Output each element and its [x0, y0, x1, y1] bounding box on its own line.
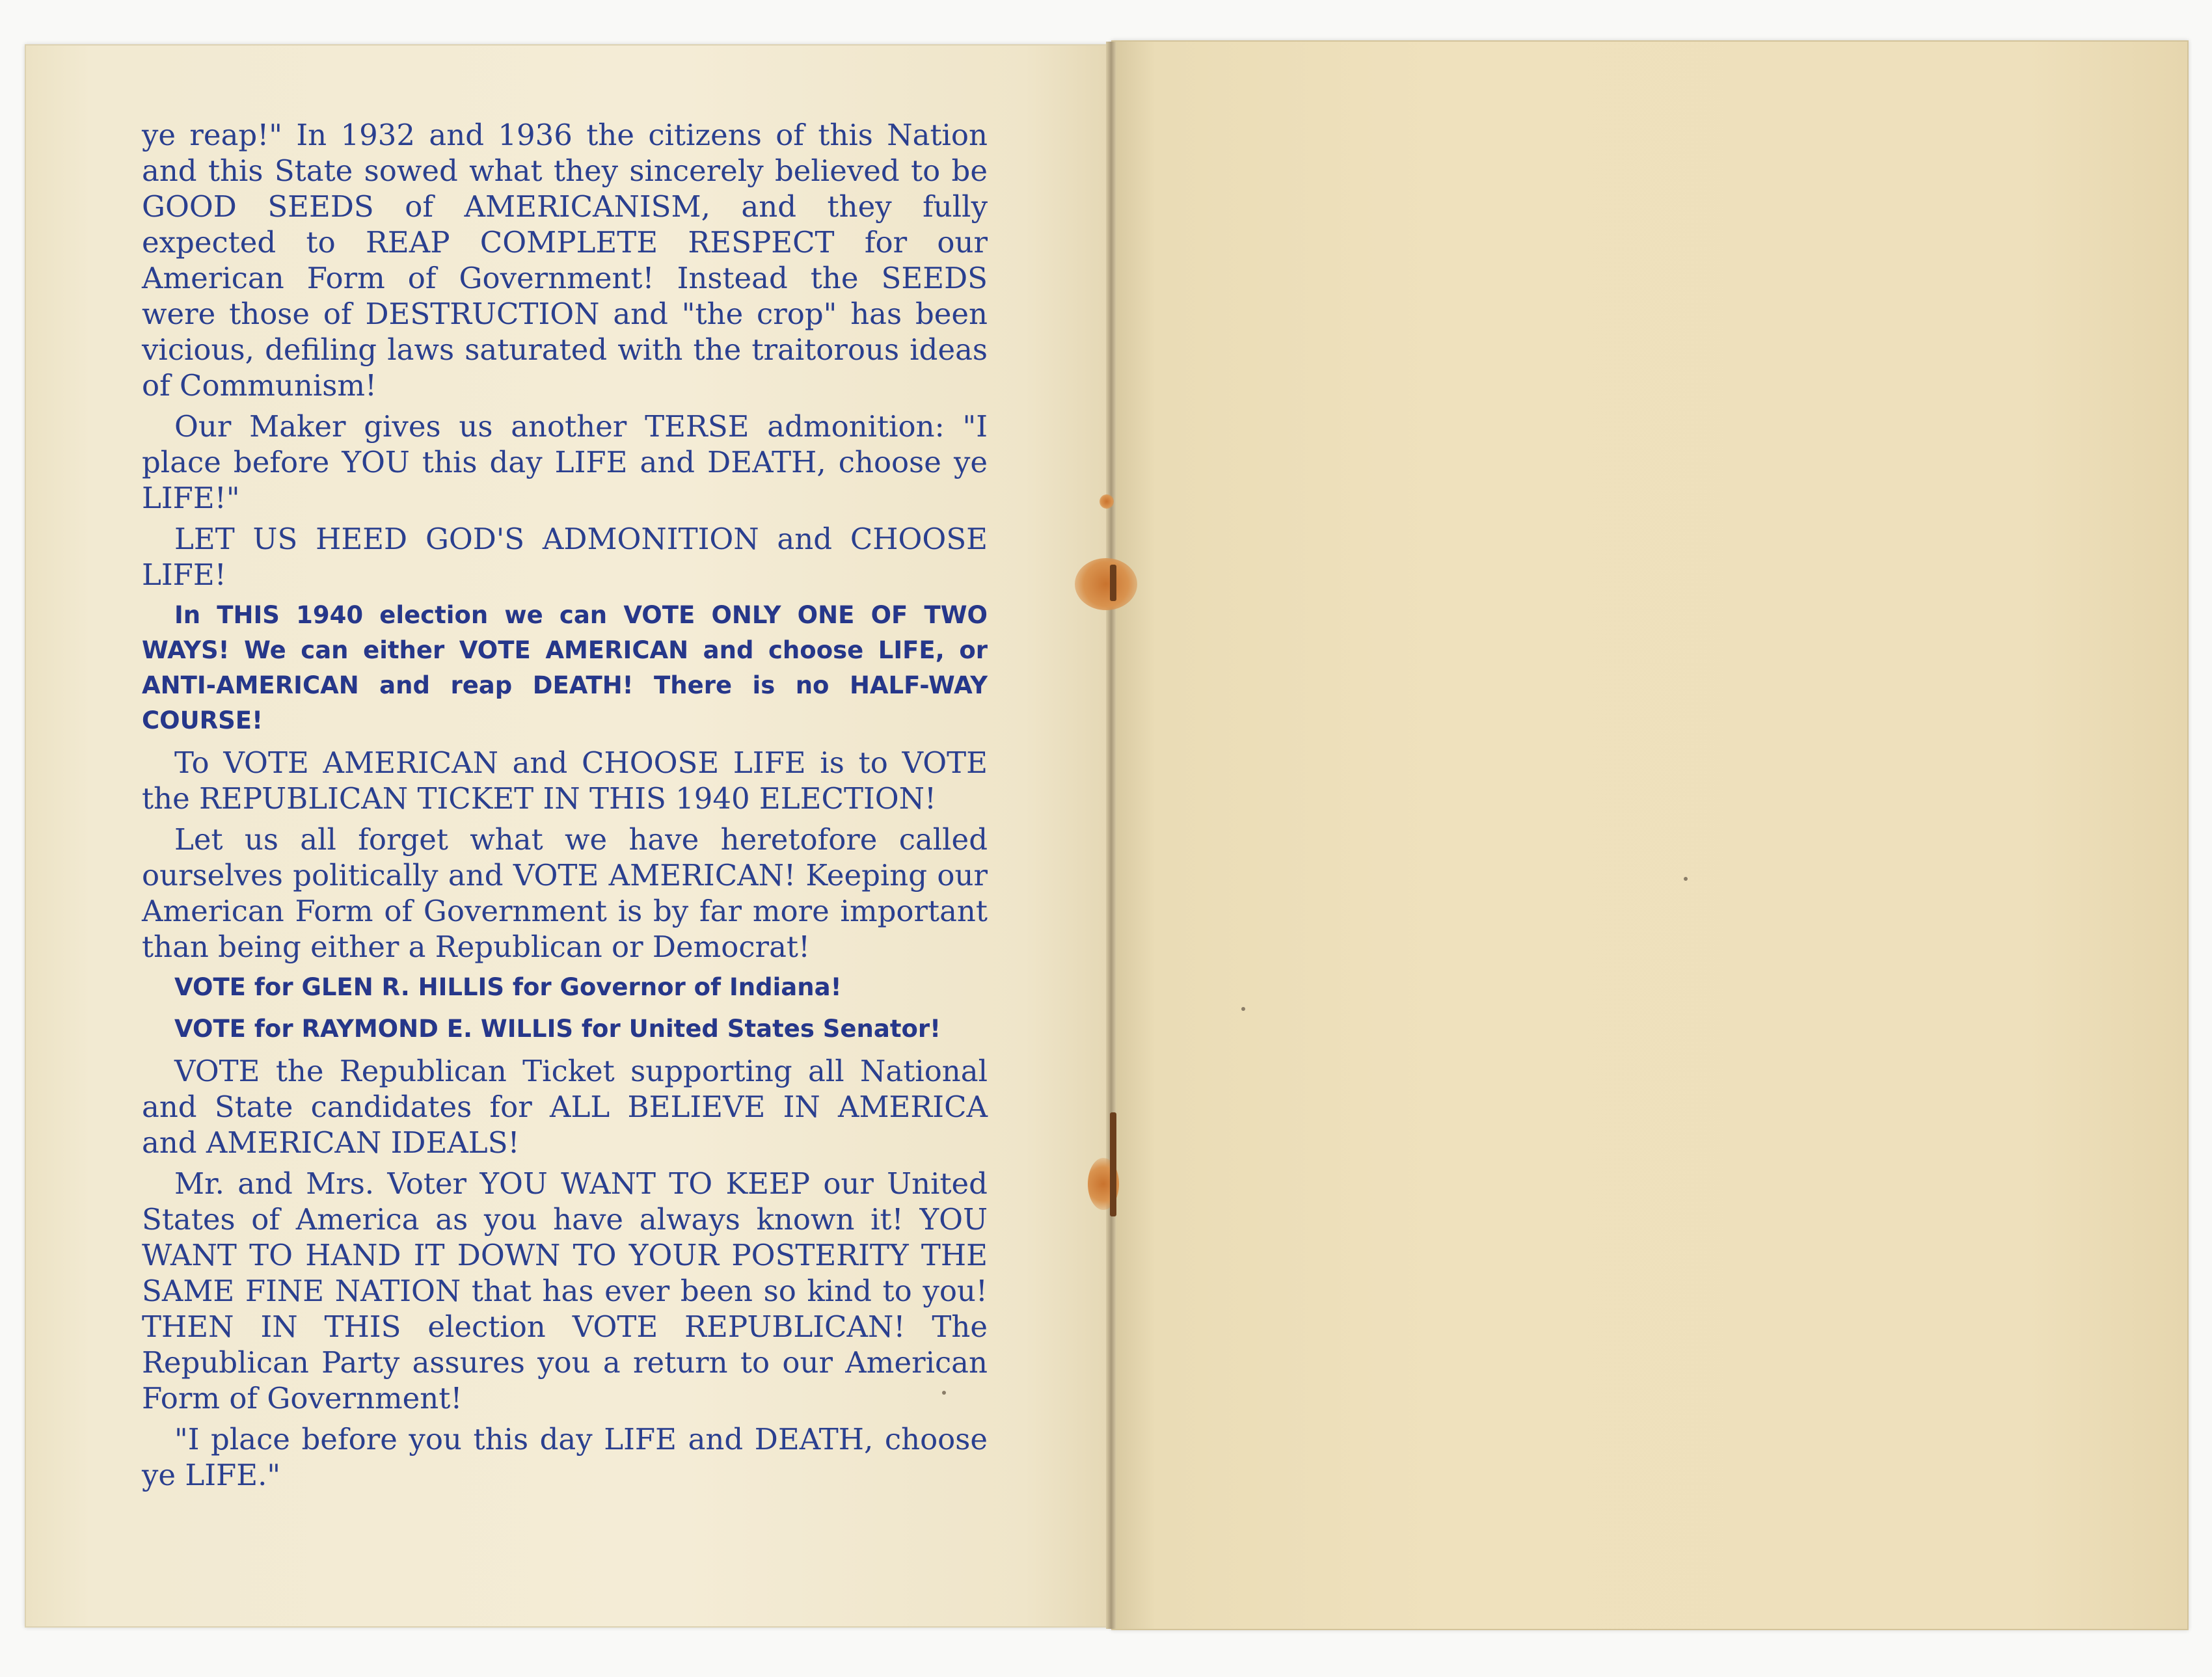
paragraph-closing-quote: "I place before you this day LIFE and DEATH, choose ye LIFE." — [142, 1422, 988, 1492]
left-page-text — [142, 117, 988, 1498]
rust-stain-small — [1099, 494, 1114, 509]
paragraph-mr-mrs-voter: Mr. and Mrs. Voter YOU WANT TO KEEP our United States of America as you have always known it! YOU WANT TO HAND IT DOWN TO YOUR POSTERITY THE SAME FINE NATION that has ever been so kind to you! THEN IN THIS election VOTE REPUBLICAN! The Republican Party assures you a return to our American Form of Government! — [142, 1166, 988, 1415]
booklet-spine — [1106, 42, 1116, 1629]
paragraph-forget-politics: Let us all forget what we have heretofore called ourselves politically and VOTE AMERICAN! Keeping our American Form of Government is by far more important than being either a Republican or Democrat! — [142, 822, 988, 964]
paragraph-heed-admonition: LET US HEED GOD'S ADMONITION and CHOOSE LIFE! — [142, 522, 988, 592]
paragraph-vote-republican-ticket: To VOTE AMERICAN and CHOOSE LIFE is to VOTE the REPUBLICAN TICKET IN THIS 1940 ELECTION! — [142, 745, 988, 816]
paragraph-republican-ticket: VOTE the Republican Ticket supporting all National and State candidates for ALL BELIEVE IN AMERICA and AMERICAN IDEALS! — [142, 1054, 988, 1160]
paragraph-ye-reap: ye reap!" In 1932 and 1936 the citizens of this Nation and this State sowed what they sincerely believed to be GOOD SEEDS of AMERICANISM, and they fully expected to REAP COMPLETE RESPECT for our American Form of Government! Instead the SEEDS were those of DESTRUCTION and "the crop" has been vicious, defiling laws saturated with the traitorous ideas of Communism! — [142, 118, 988, 403]
right-page-content — [1236, 130, 2017, 137]
paragraph-vote-two-ways: In THIS 1940 election we can VOTE ONLY ONE OF TWO WAYS! We can either VOTE AMERICAN and choose LIFE, or ANTI-AMERICAN and reap DEATH! There is no HALF-WAY COURSE! — [142, 601, 988, 734]
paper-speck — [1684, 877, 1688, 881]
staple-top — [1110, 565, 1116, 601]
paper-speck — [1241, 1007, 1245, 1011]
rust-stain-top — [1075, 558, 1137, 610]
paragraph-terse-admonition: Our Maker gives us another TERSE admonition: "I place before YOU this day LIFE and DEATH, choose ye LIFE!" — [142, 409, 988, 515]
vote-governor-line: VOTE for GLEN R. HILLIS for Governor of Indiana! — [174, 973, 842, 1001]
right-page — [1111, 40, 2189, 1630]
vote-senator-line: VOTE for RAYMOND E. WILLIS for United States Senator! — [174, 1015, 941, 1043]
staple-bottom — [1110, 1112, 1116, 1216]
